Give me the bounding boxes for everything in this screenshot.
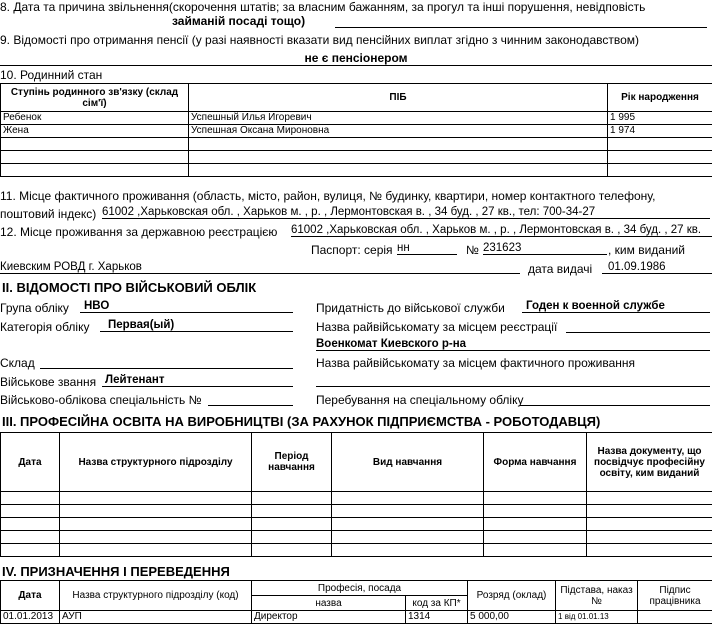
table-row [1,112,712,125]
specialty-underline [208,405,293,406]
appt-name: Директор [252,611,406,624]
family-cell: Успешный Илья Игоревич [189,112,608,125]
family-cell: Ребенок [1,112,189,125]
passport-number: 231623 [483,242,607,255]
section11-line1: 11. Місце фактичного проживання (область, місто, район, вулиця, № будинку, квартири, номер контактного телефону, [0,189,656,203]
actual-address: 61002 ,Харьковская обл. , Харьков м. , р. , Лермонтовская в. , 34 буд. , 27 кв., тел: 700-34-27 [102,206,710,219]
reg-office-value: Военкомат Киевского р-на [316,338,710,351]
section9-underline [0,65,712,66]
edu-header-period: Період навчання [252,433,332,492]
table-row [1,611,712,624]
composition-label: Склад [0,356,35,370]
appt-header-date: Дата [1,581,60,611]
special-label: Перебування на спеціальному обліку [316,393,524,407]
table-row [1,164,712,177]
family-cell: 1 995 [608,112,712,125]
appt-header-rank: Розряд (оклад) [468,581,556,611]
table-row [1,138,712,151]
family-cell: Жена [1,125,189,138]
family-header-year: Рік народження [608,84,712,112]
rank-value: Лейтенант [102,374,293,387]
section8-underline [335,27,707,28]
appt-code: 1314 [406,611,468,624]
table-row [1,125,712,138]
appt-header-name: назва [252,596,406,611]
section11-prefix: поштовий індекс) [0,207,97,221]
category-value: Первая(ый) [100,319,293,332]
registered-address: 61002 ,Харьковская обл. , Харьков м. , р. , Лермонтовская в. , 34 буд. , 27 кв. [291,224,712,237]
appt-signature [638,611,712,624]
table-row [1,531,712,544]
family-table [0,83,712,177]
section10-label: 10. Родинний стан [0,68,103,82]
appt-header-profession: Професія, посада [252,581,468,596]
issued-by: Киевским РОВД г. Харьков [0,261,520,274]
appt-header-code: код за КП* [406,596,468,611]
family-header-relation: Ступінь родинного зв'язку (склад сім'ї) [1,84,189,112]
section12-label: 12. Місце проживання за державною реєстрацією [0,225,278,239]
table-row [1,492,712,505]
passport-number-label: № [466,243,479,257]
edu-header-form: Форма навчання [484,433,587,492]
appt-date: 01.01.2013 [1,611,60,624]
education-title: III. ПРОФЕСІЙНА ОСВІТА НА ВИРОБНИЦТВІ (ЗА РАХУНОК ПІДПРИЄМСТВА - РОБОТОДАВЦЯ) [2,414,601,429]
section8-line1: 8. Дата та причина звільнення(скорочення штатів; за власним бажанням, за прогул та інші порушення, невідповість [0,0,646,14]
actual-office-label: Назва райвійськомату за місцем фактичного проживання [316,356,636,370]
specialty-label: Військово-облікова спеціальність № [0,393,202,407]
appt-unit: АУП [60,611,252,624]
issued-by-label: , ким виданий [608,243,685,257]
edu-header-document: Назва документу, що посвідчує професійну освіту, ким виданий [587,433,712,492]
table-row [1,151,712,164]
family-cell: 1 974 [608,125,712,138]
table-row [1,544,712,557]
reg-office-underline [566,332,710,333]
fitness-value: Годен к военной службе [522,300,710,313]
education-table [0,432,712,557]
appt-header-signature: Підпис працівника [638,581,712,611]
table-row [1,505,712,518]
section9-label: 9. Відомості про отримання пенсії (у разі наявності вказати вид пенсійних виплат згідно з чинним законодавством) [0,33,640,47]
appt-basis: 1 від 01.01.13 [556,611,638,624]
appt-rank: 5 000,00 [468,611,556,624]
military-title: II. ВІДОМОСТІ ПРО ВІЙСЬКОВИЙ ОБЛІК [2,280,257,295]
pension-status: не є пенсіонером [304,51,408,65]
category-label: Категорія обліку [0,320,90,334]
passport-series: нн [397,242,457,255]
family-header-name: ПІБ [189,84,608,112]
family-cell: Успешная Оксана Мироновна [189,125,608,138]
group-label: Група обліку [0,301,69,315]
group-value: НВО [80,300,293,313]
edu-header-unit: Назва структурного підрозділу [60,433,252,492]
table-row [1,518,712,531]
issue-date-label: дата видачі [528,262,593,276]
appointments-table [0,580,712,624]
appointments-title: IV. ПРИЗНАЧЕННЯ І ПЕРЕВЕДЕННЯ [2,564,230,579]
appt-header-basis: Підстава, наказ № [556,581,638,611]
passport-label: Паспорт: серія [311,243,393,257]
appt-header-unit: Назва структурного підрозділу (код) [60,581,252,611]
rank-label: Військове звання [0,375,97,389]
edu-header-type: Вид навчання [332,433,484,492]
composition-underline [40,368,293,369]
actual-office-underline [316,386,710,387]
special-underline [520,405,710,406]
issue-date: 01.09.1986 [602,261,712,274]
section8-line2: займаній посаді тощо) [172,14,306,28]
edu-header-date: Дата [1,433,60,492]
fitness-label: Придатність до військової служби [316,301,505,315]
reg-office-label: Назва райвійськомату за місцем реєстрації [316,320,558,334]
